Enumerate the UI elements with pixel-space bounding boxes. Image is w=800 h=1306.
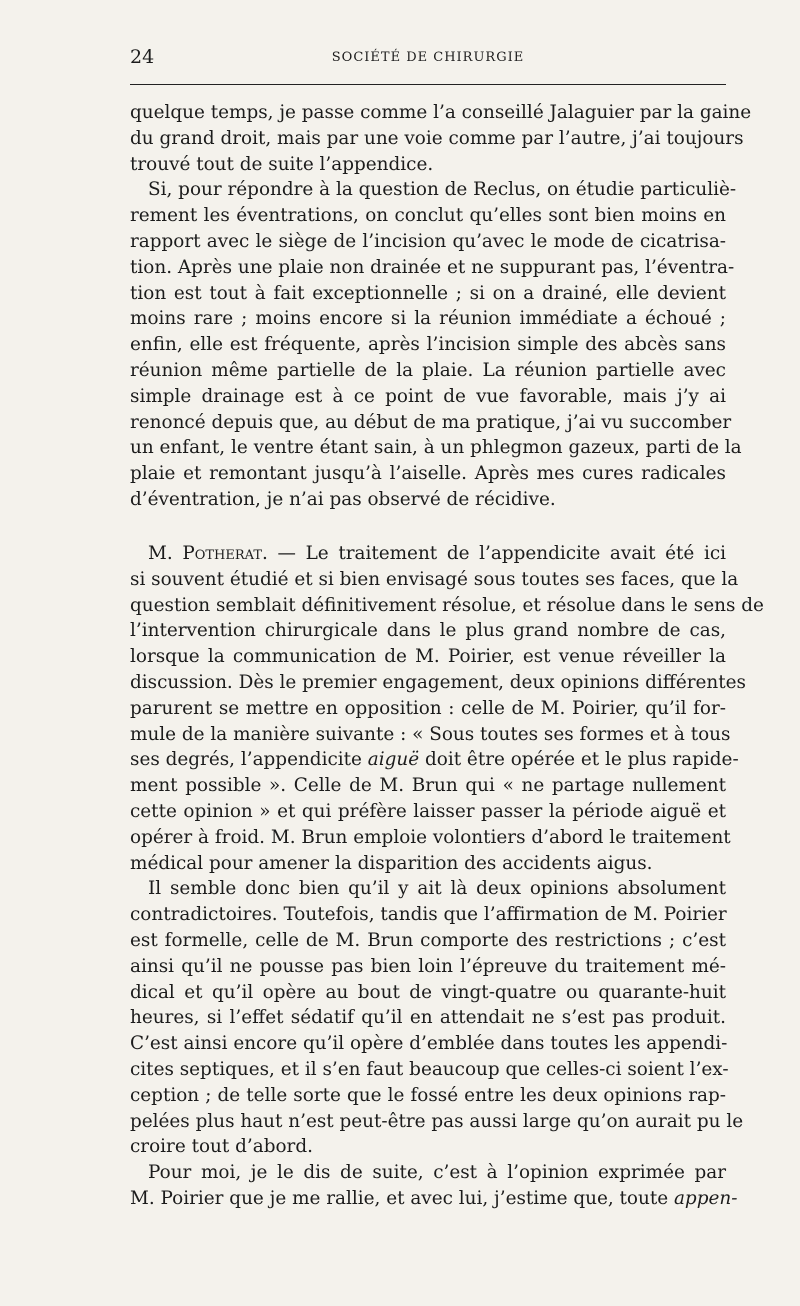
- text-line: lorsque la communication de M. Poirier, est venue réveiller la: [130, 646, 726, 668]
- text-line: Si, pour répondre à la question de Reclus, on étudie particuliè-: [148, 179, 737, 201]
- text-line: C’est ainsi encore qu’il opère d’emblée dans toutes les appendi-: [130, 1033, 728, 1055]
- text-line: moins rare ; moins encore si la réunion immédiate a échoué ;: [130, 308, 726, 330]
- text-line: médical pour amener la disparition des accidents aigus.: [130, 852, 653, 874]
- text-line: tion est tout à fait exceptionnelle ; si on a drainé, elle devient: [130, 282, 726, 304]
- text-span: doit être opérée et le plus rapide-: [419, 749, 739, 771]
- speaker-line: [130, 541, 726, 567]
- text-line: l’intervention chirurgicale dans le plus grand nombre de cas,: [130, 620, 726, 642]
- text-line: réunion même partielle de la plaie. La réunion partielle avec: [130, 359, 726, 381]
- text-line: ment possible ». Celle de M. Brun qui « ne partage nullement: [130, 775, 726, 797]
- page-header: [130, 46, 726, 70]
- text-line: pelées plus haut n’est peut-être pas aussi large qu’on aurait pu le: [130, 1110, 744, 1132]
- text-line: croire tout d’abord.: [130, 1136, 313, 1158]
- text-line: discussion. Dès le premier engagement, deux opinions différentes: [130, 671, 746, 693]
- text-line-aigue: [130, 747, 739, 773]
- text-block-potherat: [130, 541, 764, 1212]
- text-line: opérer à froid. M. Brun emploie volontiers d’abord le traitement: [130, 826, 731, 848]
- running-title: SOCIÉTÉ DE CHIRURGIE: [331, 50, 525, 65]
- text-line: est formelle, celle de M. Brun comporte des restrictions ; c’est: [130, 929, 726, 951]
- text-line: rapport avec le siège de l’incision qu’avec le mode de cicatrisa-: [130, 230, 726, 252]
- text-line: plaie et remontant jusqu’à l’aiselle. Après mes cures radicales: [130, 463, 726, 485]
- text-line: quelque temps, je passe comme l’a conseillé Jalaguier par la gaine: [130, 102, 752, 123]
- text-line: heures, si l’effet sédatif qu’il en attendait ne s’est pas produit.: [130, 1007, 726, 1029]
- text-line: trouvé tout de suite l’appendice.: [130, 153, 434, 175]
- text-line: un enfant, le ventre étant sain, à un phlegmon gazeux, parti de la: [130, 437, 742, 459]
- header-rule: [130, 84, 726, 85]
- text-line: cette opinion » et qui préfère laisser passer la période aiguë et: [130, 800, 726, 822]
- text-line: tion. Après une plaie non drainée et ne suppurant pas, l’éventra-: [130, 256, 735, 278]
- text-line: Pour moi, je le dis de suite, c’est à l’opinion exprimée par: [148, 1162, 726, 1184]
- text-span: ses degrés, l’appendicite: [130, 749, 368, 771]
- text-line: rement les éventrations, on conclut qu’elles sont bien moins en: [130, 205, 726, 227]
- text-line: mule de la manière suivante : « Sous toutes ses formes et à tous: [130, 723, 731, 745]
- page-number: 24: [130, 46, 155, 68]
- text-line: renoncé depuis que, au début de ma pratique, j’ai vu succomber: [130, 411, 732, 433]
- text-span: M. Poirier que je me rallie, et avec lui, j’estime que, toute: [130, 1187, 674, 1209]
- text-line: question semblait définitivement résolue, et résolue dans le sens de: [130, 594, 764, 616]
- emphasis-appen: appen-: [673, 1187, 738, 1209]
- text-line: contradictoires. Toutefois, tandis que l’affirmation de M. Poirier: [130, 904, 727, 926]
- text-line: Il semble donc bien qu’il y ait là deux opinions absolument: [148, 878, 726, 900]
- text-line: ainsi qu’il ne pousse pas bien loin l’épreuve du traitement mé-: [130, 955, 726, 977]
- speaker-rest: . — Le traitement de l’appendicite avait été ici: [262, 543, 727, 564]
- text-line: d’éventration, je n’ai pas observé de récidive.: [130, 488, 556, 510]
- speaker-name: Potherat: [182, 543, 263, 564]
- text-line: dical et qu’il opère au bout de vingt-quatre ou quarante-huit: [130, 981, 726, 1003]
- text-line: simple drainage est à ce point de vue favorable, mais j’y ai: [130, 385, 726, 407]
- speaker-prefix: M.: [148, 543, 183, 564]
- emphasis-aigue: aiguë: [367, 749, 420, 771]
- text-line: si souvent étudié et si bien envisagé sous toutes ses faces, que la: [130, 568, 739, 590]
- text-line: cites septiques, et il s’en faut beaucoup que celles-ci soient l’ex-: [130, 1058, 729, 1080]
- text-line: ception ; de telle sorte que le fossé entre les deux opinions rap-: [130, 1084, 726, 1106]
- text-line: enfin, elle est fréquente, après l’incision simple des abcès sans: [130, 334, 726, 356]
- text-line: parurent se mettre en opposition : celle de M. Poirier, qu’il for-: [130, 697, 726, 719]
- text-line-last: [130, 1186, 738, 1212]
- text-block-top: [130, 100, 752, 513]
- text-line: du grand droit, mais par une voie comme par l’autre, j’ai toujours: [130, 127, 744, 149]
